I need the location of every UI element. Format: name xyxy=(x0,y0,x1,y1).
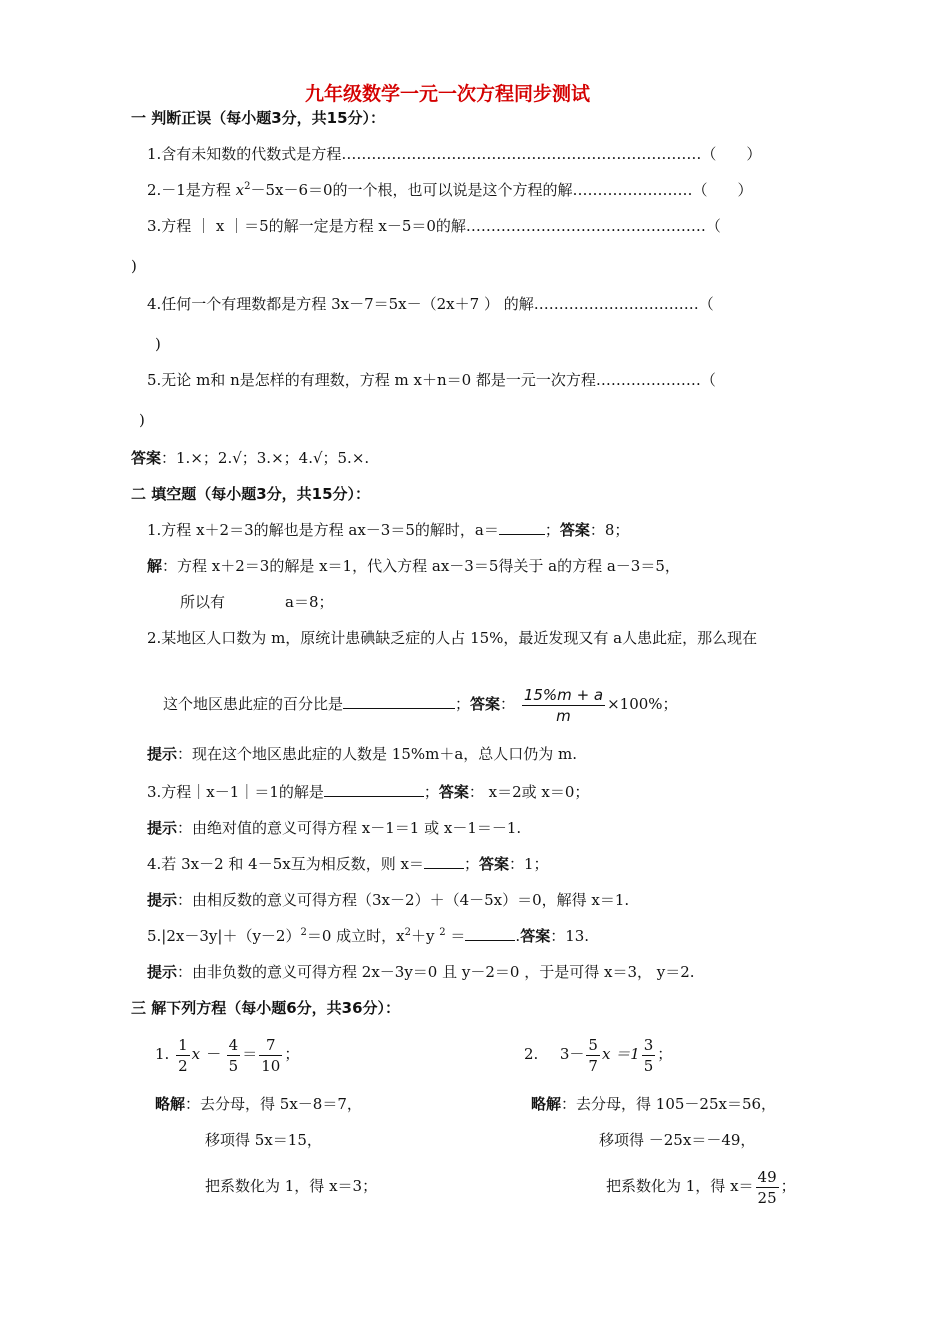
s2-question-3: 3.方程｜x－1｜＝1的解是 ；答案： x＝2或 x＝0； xyxy=(147,783,590,801)
s2-hint-5: 提示：由非负数的意义可得方程 2x－3y＝0 且 y－2＝0 ，于是可得 x＝3， y＝2. xyxy=(147,963,695,981)
fraction: $\frac{4}{5}$ xyxy=(228,1035,239,1075)
s2-question-4: 4.若 3x－2 和 4－5x互为相反数，则 x＝ ；答案：1； xyxy=(147,855,549,873)
s1-question-2: 2.－1是方程 $x^2-5x-6=0$的一个根，也可以说是这个方程的解……………………（ ） xyxy=(147,181,753,199)
s1-question-4-end: ) xyxy=(155,335,161,353)
s2-solution-1b: 所以有 a＝8； xyxy=(180,593,334,611)
answer-blank xyxy=(324,782,424,797)
s2-question-1: 1.方程 x＋2＝3的解也是方程 ax－3＝5的解时，a＝ ；答案：8； xyxy=(147,521,630,539)
fraction: $\frac{3}{5}$ xyxy=(643,1035,654,1075)
s3-solution-2-step-2: 移项得 －25x＝－49， xyxy=(599,1131,756,1149)
page-title: 九年级数学一元一次方程同步测试 xyxy=(305,83,591,105)
s2-question-5: $5.|2x-3y|+(y-2)^2=0$ 成立时，$x^2+y$ $^2$ ＝ .答案：13. xyxy=(147,927,590,945)
answer-blank xyxy=(499,520,545,535)
s3-solution-1-step-1: 略解：去分母，得 5x－8＝7， xyxy=(155,1095,362,1113)
s2-question-2b: 这个地区患此症的百分比是 ；答案： $\frac{15\%m + a}{m}$ ×100%； xyxy=(163,685,678,725)
s2-hint-2: 提示：现在这个地区患此症的人数是 15%m＋a，总人口仍为 m. xyxy=(147,745,578,763)
s1-answer: 答案：1.×；2.√；3.×；4.√；5.×. xyxy=(131,449,370,467)
s3-solution-1-step-3: 把系数化为 1，得 x＝3； xyxy=(205,1177,378,1195)
section-3-heading: 三 解下列方程（每小题6分，共36分）： xyxy=(131,999,401,1017)
fraction: $\frac{1}{2}$ xyxy=(178,1035,188,1075)
s1-question-1: 1.含有未知数的代数式是方程………………………………………………………………（ ） xyxy=(147,145,762,163)
s3-solution-2-step-3: 把系数化为 1，得 x＝ $\frac{49}{25}$ ； xyxy=(606,1167,796,1207)
answer-blank xyxy=(424,854,464,869)
answer-blank xyxy=(465,926,515,941)
fraction: $\frac{5}{7}$ xyxy=(588,1035,598,1075)
answer-blank xyxy=(343,694,455,709)
answer-fraction: $\frac{15\%m + a}{m}$ xyxy=(523,685,604,725)
s3-solution-2-step-1: 略解：去分母，得 105－25x＝56， xyxy=(531,1095,777,1113)
s3-problem-1: 1. $\frac{1}{2}$ x － $\frac{4}{5}$ ＝ $\frac{7}{10}$ ； xyxy=(155,1035,300,1075)
section-1-heading: 一 判断正误（每小题3分，共15分）： xyxy=(131,109,386,127)
s1-question-5: 5.无论 m和 n是怎样的有理数，方程 m x＋n＝0 都是一元一次方程…………………（ xyxy=(147,371,716,389)
s1-question-3-end: ) xyxy=(131,257,137,275)
s2-hint-4: 提示：由相反数的意义可得方程（3x－2）＋（4－5x）＝0，解得 x＝1. xyxy=(147,891,630,909)
fraction: $\frac{49}{25}$ xyxy=(757,1167,777,1207)
section-2-heading: 二 填空题（每小题3分，共15分）： xyxy=(131,485,371,503)
s3-solution-1-step-2: 移项得 5x＝15， xyxy=(205,1131,322,1149)
s1-question-5-end: ) xyxy=(139,411,145,429)
s1-question-4: 4.任何一个有理数都是方程 3x－7＝5x－（2x＋7 ） 的解……………………………（ xyxy=(147,295,714,313)
s2-hint-3: 提示：由绝对值的意义可得方程 x－1＝1 或 x－1＝－1. xyxy=(147,819,522,837)
s3-problem-2: 2. 3－ $\frac{5}{7}$ x ＝1 $\frac{3}{5}$ ； xyxy=(524,1035,673,1075)
s2-solution-1: 解：方程 x＋2＝3的解是 x＝1，代入方程 ax－3＝5得关于 a的方程 a－3＝5， xyxy=(147,557,680,575)
s2-question-2: 2.某地区人口数为 m，原统计患碘缺乏症的人占 15%，最近发现又有 a人患此症，那么现在 xyxy=(147,629,758,647)
fraction: $\frac{7}{10}$ xyxy=(261,1035,281,1075)
s1-question-3: 3.方程 ｜ x ｜＝5的解一定是方程 x－5＝0的解…………………………………………（ xyxy=(147,217,721,235)
